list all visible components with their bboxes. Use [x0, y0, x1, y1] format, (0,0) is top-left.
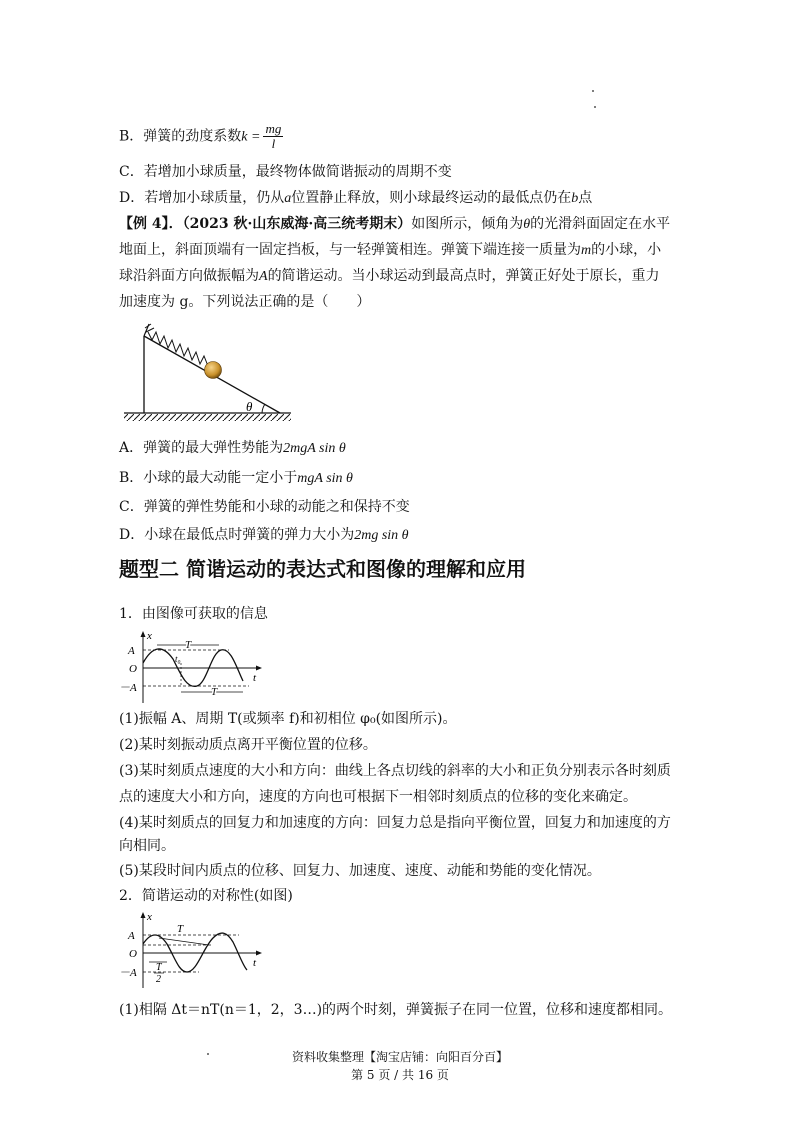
info-p4-line2: 向相同。 [119, 838, 175, 854]
formula: 2mg sin θ [354, 528, 409, 543]
option-text: D．小球在最低点时弹簧的弹力大小为 [119, 527, 355, 543]
speck [594, 106, 596, 108]
axis-label-O: O [129, 948, 137, 960]
info-p4-line1: (4)某时刻质点的回复力和加速度的方向：回复力总是指向平衡位置，回复力和加速度的方 [119, 815, 671, 831]
arrow-up-icon [141, 631, 146, 637]
shm-graph-1 [119, 629, 269, 704]
footer-source: 资料收集整理【淘宝店铺：向阳百分百】 [291, 1050, 508, 1064]
arrow-up-icon [141, 912, 146, 918]
arrow-right-icon [256, 951, 262, 956]
example4-line3 [119, 266, 660, 287]
period-label: T [177, 923, 184, 935]
var-a: a [284, 191, 292, 206]
axis-label-t: t [253, 672, 257, 684]
angle-theta-label: θ [246, 399, 253, 414]
option-text: B．小球的最大动能一定小于 [119, 470, 298, 486]
section-heading: 题型二 简谐运动的表达式和图像的理解和应用 [119, 557, 526, 581]
ground-hatch [124, 414, 291, 421]
incline-spring-figure [116, 318, 316, 428]
formula-k: k = [241, 129, 261, 145]
example4-line2 [119, 240, 661, 261]
ex4-option-b [119, 468, 353, 489]
option-d-lowest-point [119, 188, 592, 209]
axis-label-negA: －A [119, 967, 137, 979]
axis-label-O: O [129, 663, 137, 675]
formula: 2mgA sin θ [283, 441, 346, 456]
angle-arc [262, 404, 265, 413]
footer-page-number: 第 5 页 / 共 16 页 [351, 1068, 449, 1082]
example4-line1 [119, 214, 670, 235]
stem-text: 如图所示，倾角为 [411, 216, 524, 232]
stem-text: 地面上，斜面顶端有一固定挡板，与一轻弹簧相连。弹簧下端连接一质量为 [119, 242, 581, 258]
axis-label-x: x [147, 630, 152, 642]
stem-text: 的简谐运动。当小球运动到最高点时，弹簧正好处于原长，重力 [267, 268, 660, 284]
period-top-label: T [185, 639, 192, 651]
var-b: b [571, 191, 579, 206]
option-text: 点 [578, 190, 593, 206]
option-c-period: C．若增加小球质量，最终物体做简谐振动的周期不变 [119, 164, 452, 180]
fraction-mg-over-l [263, 122, 283, 151]
axis-label-A: A [128, 645, 135, 657]
ex4-option-a [119, 438, 346, 459]
t0-label: t₀ [175, 654, 181, 664]
var-theta: θ [523, 217, 531, 232]
info-p6: (1)相隔 Δt＝nT(n＝1，2，3…)的两个时刻，弹簧振子在同一位置，位移和速度都相同。 [119, 1002, 673, 1018]
axis-label-A: A [128, 930, 135, 942]
option-text: A．弹簧的最大弹性势能为 [119, 440, 284, 456]
fraction-numerator: mg [265, 121, 282, 136]
period-bottom-label: T [211, 686, 218, 698]
fraction-denominator: l [271, 136, 276, 151]
formula: mgA sin θ [297, 471, 353, 486]
example4-line4: 加速度为 g。下列说法正确的是（ ） [119, 294, 371, 310]
half-period-num: T [156, 962, 162, 973]
ball [205, 362, 222, 379]
stem-text: 的小球，小 [591, 242, 662, 258]
axis-label-t: t [253, 957, 257, 969]
half-period-den: 2 [156, 974, 161, 985]
info-p3-line2: 点的速度大小和方向，速度的方向也可根据下一相邻时刻质点的位移的变化来确定。 [119, 789, 637, 805]
stem-text: 的光滑斜面固定在水平 [530, 216, 671, 232]
option-text: D．若增加小球质量，仍从 [119, 190, 285, 206]
option-b-stiffness [119, 122, 283, 151]
info-item-2: 2．简谐运动的对称性(如图) [119, 888, 293, 904]
info-p2: (2)某时刻振动质点离开平衡位置的位移。 [119, 737, 377, 753]
ex4-option-d [119, 525, 409, 546]
speck [592, 90, 594, 92]
var-A: A [259, 269, 268, 284]
arrow-right-icon [256, 666, 262, 671]
example-tag: 【例 4】．（2023 秋·山东威海·高三统考期末） [119, 216, 412, 232]
option-text: B．弹簧的劲度系数 [119, 128, 242, 145]
option-text: 位置静止释放，则小球最终运动的最低点仍在 [291, 190, 572, 206]
var-m: m [581, 243, 592, 258]
info-p5: (5)某段时间内质点的位移、回复力、加速度、速度、动能和势能的变化情况。 [119, 863, 601, 879]
info-item-1: 1．由图像可获取的信息 [119, 606, 268, 622]
info-p3-line1: (3)某时刻质点速度的大小和方向：曲线上各点切线的斜率的大小和正负分别表示各时刻质 [119, 763, 671, 779]
stem-text: 球沿斜面方向做振幅为 [119, 268, 259, 284]
axis-label-negA: －A [119, 682, 137, 694]
info-p1: (1)振幅 A、周期 T(或频率 f)和初相位 φ₀(如图所示)。 [119, 711, 457, 727]
axis-label-x: x [147, 911, 152, 923]
spring [148, 332, 208, 366]
shm-graph-2 [119, 910, 269, 992]
ex4-option-c: C．弹簧的弹性势能和小球的动能之和保持不变 [119, 499, 410, 515]
